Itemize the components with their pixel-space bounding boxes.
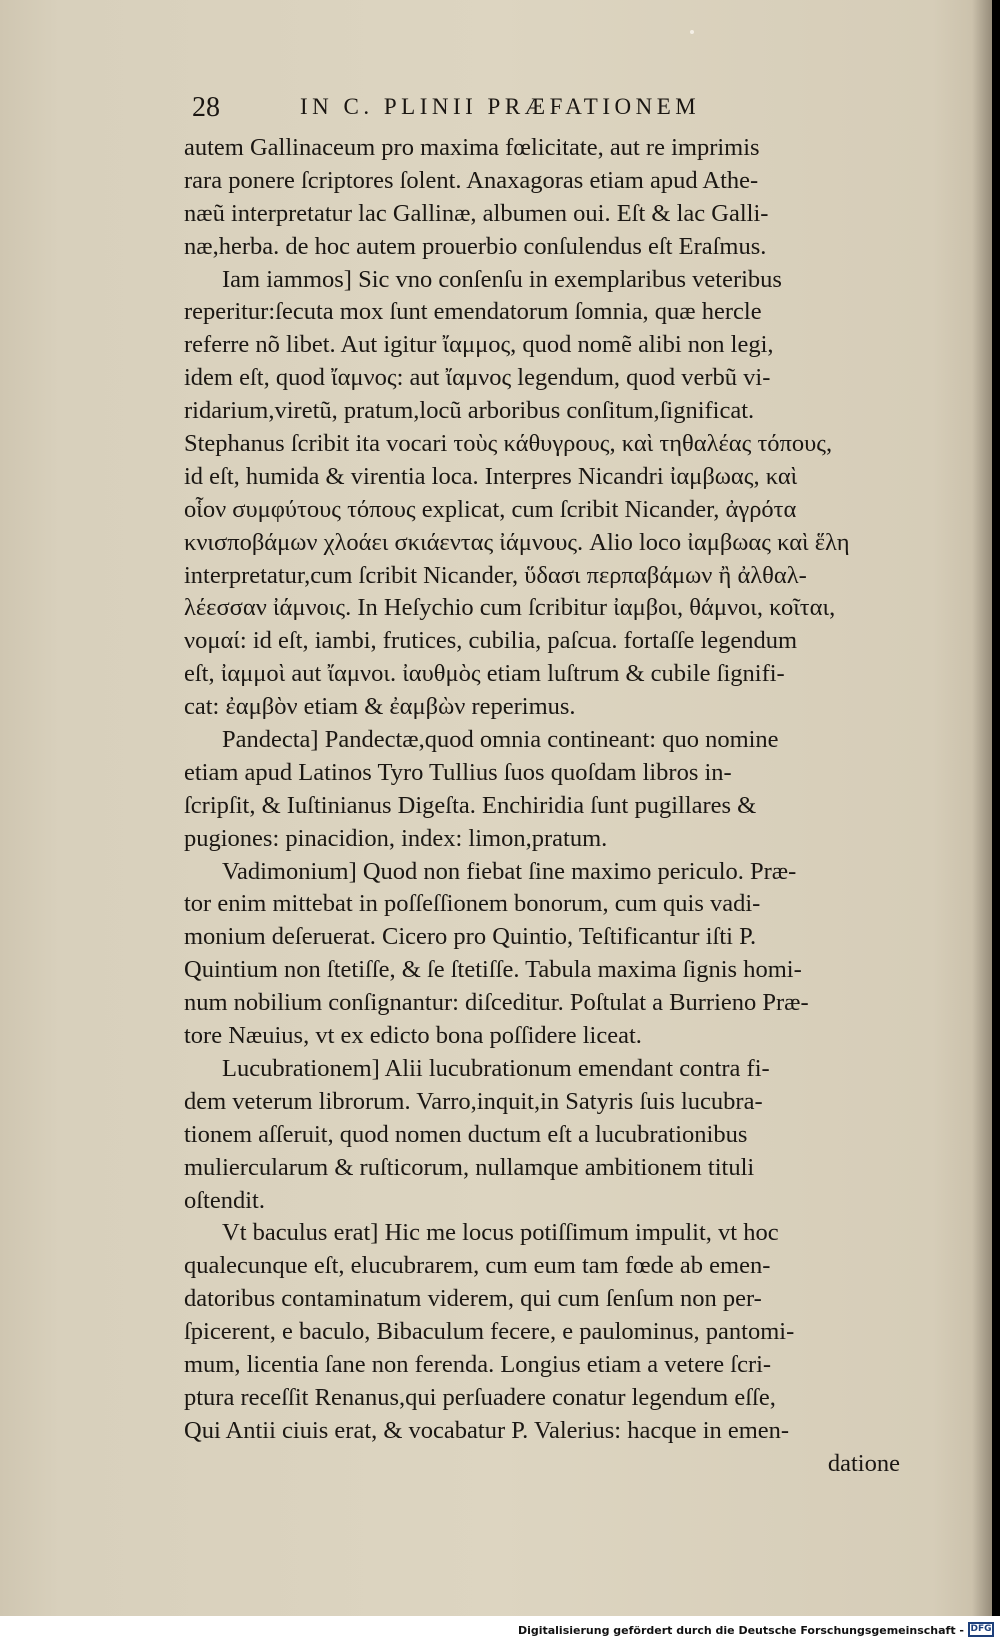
text-line: λέεσσαν ἰάμνοις. In Heſychio cum ſcribitur ἰαμβοι, θάμνοι, κοῖται, [184,594,836,622]
paper-blemish [690,30,694,34]
running-title: IN C. PLINII PRÆFATIONEM [300,94,701,119]
page-header [192,92,832,124]
text-line: Vadimonium] Quod non fiebat ſine maximo periculo. Præ- [222,857,797,885]
catchword: datione [827,1449,900,1477]
funding-credit: Digitalisierung gefördert durch die Deutsche Forschungsgemeinschaft - [517,1624,964,1637]
text-line: næũ interpretatur lac Gallinæ, albumen oui. Eſt & lac Galli- [184,199,769,227]
page-gutter-shadow [972,0,992,1616]
text-line: Quintium non ſtetiſſe, & ſe ſtetiſſe. Tabula maxima ſignis homi- [184,956,802,984]
text-line: oſtendit. [184,1186,265,1214]
text-line: Stephanus ſcribit ita vocari τοὺς κάθυγρους, καὶ τηθαλέας τόπους, [184,430,833,458]
text-line: pugiones: pinacidion, index: limon,pratum. [184,824,608,852]
scan-border [992,0,1000,1616]
text-line: autem Gallinaceum pro maxima fœlicitate, aut re imprimis [184,134,760,161]
text-line: næ,herba. de hoc autem prouerbio conſulendus eſt Eraſmus. [184,232,767,260]
text-line: datoribus contaminatum viderem, qui cum ſenſum non per- [184,1285,762,1313]
text-line: eſt, ἰαμμοὶ aut ἴαμνοι. ἰαυθμὸς etiam luſtrum & cubile ſignifi- [184,660,785,688]
text-line: mum, licentia ſane non ferenda. Longius etiam a vetere ſcri- [184,1350,772,1378]
text-line: ſpicerent, e baculo, Bibaculum fecere, e paulominus, pantomi- [184,1318,795,1346]
text-line: dem veterum librorum. Varro,inquit,in Satyris ſuis lucubra- [184,1087,763,1115]
text-line: id eſt, humida & virentia loca. Interpres Nicandri ἰαμβωας, καὶ [184,462,798,490]
text-line: etiam apud Latinos Tyro Tullius ſuos quoſdam libros in- [184,758,732,786]
text-line: muliercularum & ruſticorum, nullamque ambitionem tituli [184,1153,755,1181]
text-line: ſcripſit, & Iuſtinianus Digeſta. Enchiridia ſunt pugillares & [184,791,757,819]
text-line: Qui Antii ciuis erat, & vocabatur P. Valerius: hacque in emen- [184,1416,790,1444]
page-body [184,132,908,1481]
text-line: tore Næuius, vt ex edicto bona poſſidere liceat. [184,1022,642,1050]
text-line: tor enim mittebat in poſſeſſionem bonorum, cum quis vadi- [184,890,761,918]
text-line: Lucubrationem] Alii lucubrationum emendant contra fi- [222,1054,770,1082]
text-line: tionem aſſeruit, quod nomen ductum eſt a lucubrationibus [184,1120,748,1148]
text-line: rara ponere ſcriptores ſolent. Anaxagoras etiam apud Athe- [184,166,759,194]
text-line: νομαί: id eſt, iambi, frutices, cubilia, paſcua. fortaſſe legendum [184,627,798,655]
text-line: reperitur:ſecuta mox ſunt emendatorum ſomnia, quæ hercle [184,298,762,326]
text-line: interpretatur,cum ſcribit Nicander, ὕδασι περπαβάμων ἢ ἀλθαλ- [184,561,807,589]
text-line: Iam iammos] Sic vno conſenſu in exemplaribus veteribus [222,265,782,293]
text-line: ridarium,viretũ, pratum,locũ arboribus conſitum,ſignificat. [184,397,755,425]
text-line: οἷον συμφύτους τόπους explicat, cum ſcribit Nicander, ἀγρότα [184,495,797,523]
text-line: idem eſt, quod ἴαμνος: aut ἴαμνος legendum, quod verbũ vi- [184,364,771,392]
text-line: qualecunque eſt, elucubrarem, cum eum tam fœde ab emen- [184,1252,771,1280]
dfg-logo-icon: DFG [968,1622,994,1637]
text-line: num nobilium conſignantur: diſceditur. Poſtulat a Burrieno Præ- [184,989,809,1017]
text-line: referre nõ libet. Aut igitur ἴαμμος, quod nomẽ alibi non legi, [184,331,774,359]
page-number: 28 [192,92,220,123]
text-line: κνισποβάμων χλοάει σκιάεντας ἰάμνους. Alio loco ἰαμβωας καὶ ἕλη [184,528,850,556]
text-line: Vt baculus erat] Hic me locus potiſſimum impulit, vt hoc [222,1219,779,1247]
text-line: ptura receſſit Renanus,qui perſuadere conatur legendum eſſe, [184,1383,776,1411]
footer-bar [0,1616,1000,1645]
text-line: cat: ἐαμβὸν etiam & ἐαμβὼν reperimus. [184,693,576,721]
text-line: monium deſeruerat. Cicero pro Quintio, Teſtificantur iſti P. [184,923,757,951]
text-line: Pandecta] Pandectæ,quod omnia contineant: quo nomine [222,726,779,754]
